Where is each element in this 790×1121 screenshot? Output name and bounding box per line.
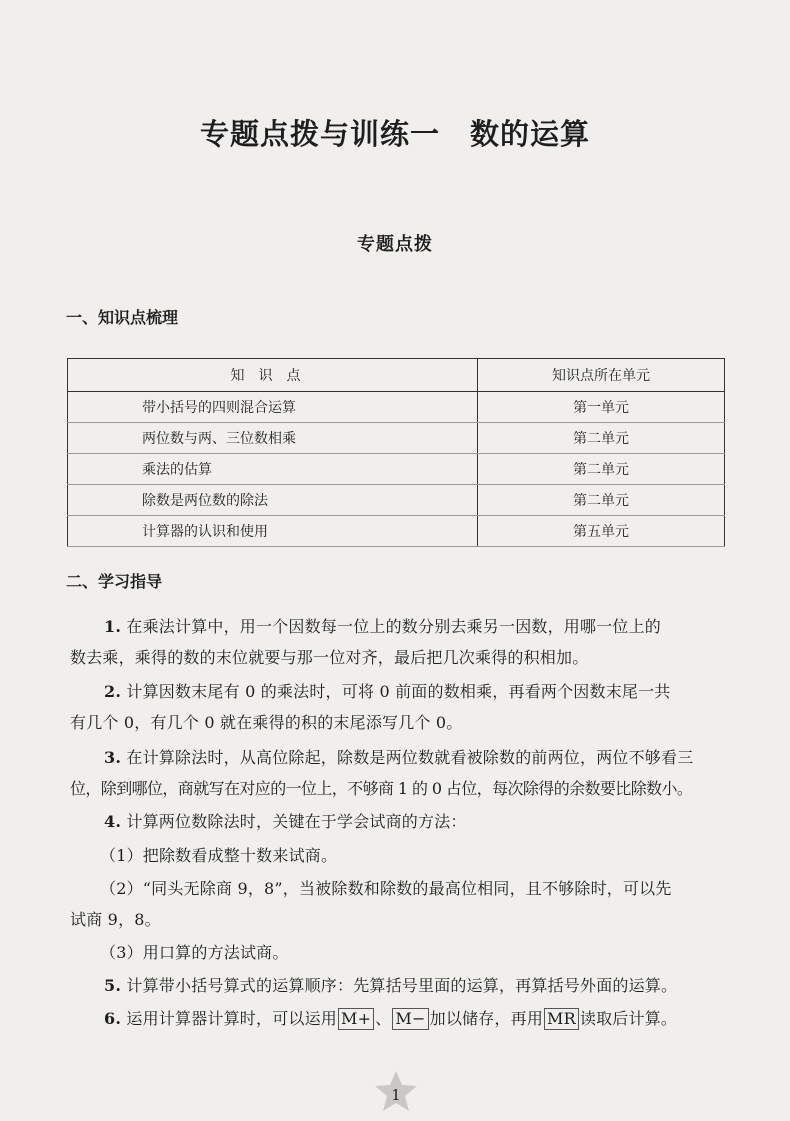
cell-knowledge: 带小括号的四则混合运算 bbox=[68, 392, 478, 423]
title-part2: 数的运算 bbox=[470, 117, 591, 151]
item-number: 5. bbox=[104, 976, 122, 995]
guide-item-3 bbox=[104, 745, 693, 768]
cell-knowledge: 两位数与两、三位数相乘 bbox=[68, 423, 478, 454]
text-line: 计算因数末尾有 0 的乘法时，可将 0 前面的数相乘，再看两个因数末尾一共 bbox=[126, 682, 671, 701]
table-row bbox=[68, 392, 725, 423]
table-header-row bbox=[68, 359, 725, 392]
guide-item-4 bbox=[104, 809, 467, 832]
key-mr: MR bbox=[544, 1008, 579, 1030]
page-number: 1 bbox=[391, 1086, 401, 1104]
text-line: 数去乘，乘得的数的末位就要与那一位对齐，最后把几次乘得的积相加。 bbox=[70, 648, 589, 667]
item-number: 3. bbox=[104, 748, 122, 767]
text-line: 在乘法计算中，用一个因数每一位上的数分别去乘另一因数，用哪一位上的 bbox=[126, 617, 662, 636]
item-number: 6. bbox=[104, 1009, 122, 1028]
guide-item-6 bbox=[104, 1006, 677, 1030]
table-row bbox=[68, 423, 725, 454]
item-number: 2. bbox=[104, 682, 122, 701]
sub-item-1: （1）把除数看成整十数来试商。 bbox=[100, 846, 338, 865]
text-line: 计算两位数除法时，关键在于学会试商的方法： bbox=[126, 812, 467, 831]
text-line: 计算带小括号算式的运算顺序：先算括号里面的运算，再算括号外面的运算。 bbox=[126, 976, 678, 995]
cell-unit: 第二单元 bbox=[478, 485, 725, 516]
text-line: 位，除到哪位，商就写在对应的一位上，不够商 1 的 0 占位，每次除得的余数要比除数小。 bbox=[70, 779, 693, 798]
cell-knowledge: 乘法的估算 bbox=[68, 454, 478, 485]
cell-knowledge: 除数是两位数的除法 bbox=[68, 485, 478, 516]
text-line: 有几个 0，有几个 0 就在乘得的积的末尾添写几个 0。 bbox=[70, 713, 463, 732]
column-header-knowledge: 知识点 bbox=[68, 359, 478, 392]
knowledge-table bbox=[67, 358, 725, 547]
table-row bbox=[68, 516, 725, 547]
sub-item-3: （3）用口算的方法试商。 bbox=[100, 943, 289, 962]
item-number: 1. bbox=[104, 617, 122, 636]
key-m-plus: M+ bbox=[338, 1008, 374, 1030]
guide-item-1 bbox=[104, 614, 661, 637]
cell-unit: 第二单元 bbox=[478, 423, 725, 454]
key-m-minus: M− bbox=[392, 1008, 428, 1030]
page-title bbox=[0, 112, 790, 153]
text-part: 运用计算器计算时，可以运用 bbox=[126, 1009, 338, 1028]
section-heading-guide: 二、学习指导 bbox=[66, 572, 163, 591]
table-row bbox=[68, 454, 725, 485]
table-row bbox=[68, 485, 725, 516]
cell-unit: 第一单元 bbox=[478, 392, 725, 423]
item-number: 4. bbox=[104, 812, 122, 831]
cell-unit: 第二单元 bbox=[478, 454, 725, 485]
section-heading-knowledge: 一、知识点梳理 bbox=[66, 308, 179, 327]
text-line: 试商 9，8。 bbox=[70, 910, 161, 929]
cell-knowledge: 计算器的认识和使用 bbox=[68, 516, 478, 547]
text-part: 、 bbox=[375, 1009, 392, 1028]
column-header-unit: 知识点所在单元 bbox=[478, 359, 725, 392]
sub-item-2: （2）“同头无除商 9，8”，当被除数和除数的最高位相同，且不够除时，可以先 bbox=[100, 879, 672, 898]
title-part1: 专题点拨与训练一 bbox=[199, 117, 440, 151]
subtitle: 专题点拨 bbox=[357, 234, 433, 255]
guide-item-2 bbox=[104, 679, 671, 702]
text-part: 读取后计算。 bbox=[579, 1009, 678, 1028]
text-line: 在计算除法时，从高位除起，除数是两位数就看被除数的前两位，两位不够看三 bbox=[126, 748, 694, 767]
cell-unit: 第五单元 bbox=[478, 516, 725, 547]
text-part: 加以储存，再用 bbox=[429, 1009, 544, 1028]
guide-item-5 bbox=[104, 973, 677, 996]
